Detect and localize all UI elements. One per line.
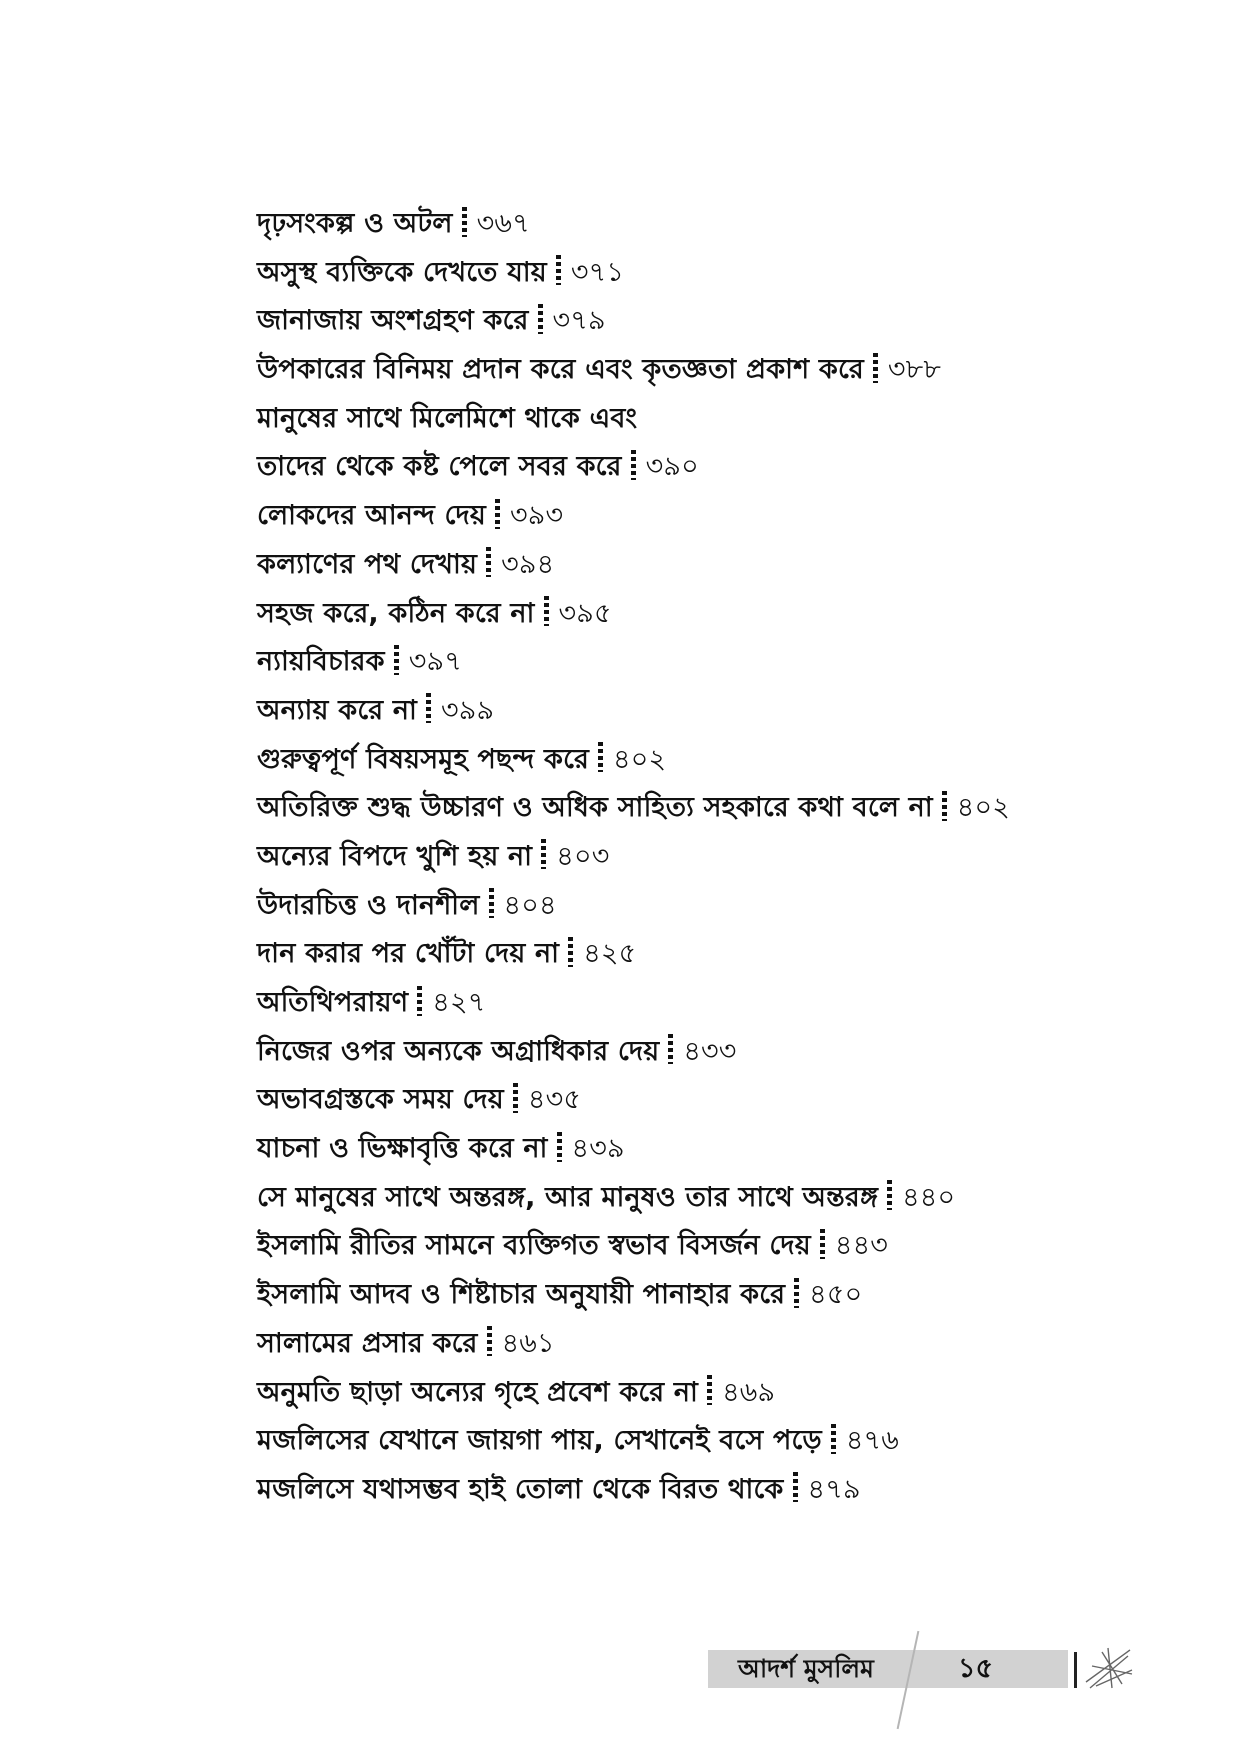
toc-entry-title: মানুষের সাথে মিলেমিশে থাকে এবং: [257, 402, 638, 434]
dotted-separator-icon: [538, 304, 543, 334]
toc-entry-page: ৩৬৭: [476, 208, 530, 239]
toc-entry: [257, 1466, 1157, 1515]
toc-entry-page: ৩৯৭: [408, 646, 463, 678]
toc-entry-page: ৩৯৯: [441, 694, 495, 726]
toc-entry: [257, 1125, 1157, 1174]
toc-entry-page: ৩৮৮: [887, 354, 942, 386]
dotted-separator-icon: [556, 255, 561, 285]
toc-entry-title: মজলিসে যথাসম্ভব হাই তোলা থেকে বিরত থাকে: [257, 1473, 784, 1505]
toc-entry: [257, 1271, 1157, 1320]
toc-entry-title: অভাবগ্রস্তকে সময় দেয়: [257, 1084, 504, 1116]
toc-entry-title: অনুমতি ছাড়া অন্যের গৃহে প্রবেশ করে না: [257, 1376, 699, 1408]
toc-entry-page: ৪৫০: [809, 1279, 863, 1311]
toc-entry: [257, 1174, 1157, 1223]
toc-entry-title: দৃঢ়সংকল্প ও অটল: [257, 208, 453, 239]
toc-entry-page: ৩৯০: [645, 451, 699, 483]
toc-entry: [257, 249, 1157, 298]
book-title: আদর্শ মুসলিম: [738, 1654, 874, 1683]
dotted-separator-icon: [887, 1180, 892, 1210]
toc-entry-page: ৪৩৩: [683, 1035, 737, 1067]
toc-entry-page: ৪০৩: [556, 840, 610, 872]
dotted-separator-icon: [487, 1326, 492, 1356]
toc-entry: [257, 882, 1157, 931]
toc-entry: [257, 930, 1157, 979]
toc-entry-title: কল্যাণের পথ দেখায়: [257, 548, 478, 580]
toc-entry: [257, 638, 1157, 687]
toc-entry: [257, 1076, 1157, 1125]
toc-entry: [257, 492, 1157, 541]
dotted-separator-icon: [631, 450, 636, 480]
toc-entry: [257, 736, 1157, 785]
toc-entry: [257, 1369, 1157, 1418]
toc-entry: [257, 833, 1157, 882]
toc-entry-page: ৪৬৯: [722, 1376, 776, 1408]
dotted-separator-icon: [426, 693, 431, 723]
toc-entry-title: মজলিসের যেখানে জায়গা পায়, সেখানেই বসে পড়ে: [257, 1425, 822, 1457]
toc-entry-title: দান করার পর খোঁটা দেয় না: [257, 938, 560, 970]
toc-entry: [257, 1028, 1157, 1077]
toc-entry: [257, 590, 1157, 639]
toc-entry: [257, 1417, 1157, 1466]
toc-entry-page: ৪২৭: [432, 987, 486, 1018]
dotted-separator-icon: [831, 1424, 836, 1454]
toc-entry: [257, 979, 1157, 1028]
toc-entry-page: ৪৭৬: [845, 1425, 900, 1457]
toc-entry: [257, 784, 1157, 833]
dotted-separator-icon: [394, 645, 399, 675]
toc-entry: [257, 1222, 1157, 1271]
toc-entry-title: তাদের থেকে কষ্ট পেলে সবর করে: [257, 451, 622, 483]
toc-entry-title: অন্যায় করে না: [257, 694, 417, 726]
toc-entry-page: ৩৯৪: [501, 548, 555, 580]
toc-entry-title: সহজ করে, কঠিন করে না: [257, 597, 535, 629]
dotted-separator-icon: [794, 1278, 799, 1308]
toc-entry-page: ৩৯৫: [558, 597, 612, 629]
toc-entry-title: সে মানুষের সাথে অন্তরঙ্গ, আর মানুষও তার সাথে অন্তরঙ্গ: [257, 1181, 879, 1213]
toc-entry-title: সালামের প্রসার করে: [257, 1327, 478, 1359]
toc-entry: [257, 541, 1157, 590]
toc-entry-title: লোকদের আনন্দ দেয়: [257, 500, 486, 532]
table-of-contents: [257, 200, 1157, 1515]
dotted-separator-icon: [568, 937, 573, 967]
toc-entry-title: জানাজায় অংশগ্রহণ করে: [257, 305, 529, 337]
toc-entry-title: অন্যের বিপদে খুশি হয় না: [257, 840, 533, 872]
toc-entry-title: অতিরিক্ত শুদ্ধ উচ্চারণ ও অধিক সাহিত্য সহকারে কথা বলে না: [257, 792, 933, 824]
toc-entry: [257, 443, 1157, 492]
dotted-separator-icon: [598, 742, 603, 772]
dotted-separator-icon: [820, 1229, 825, 1259]
toc-entry: [257, 297, 1157, 346]
toc-entry-title: অতিথিপরায়ণ: [257, 987, 409, 1018]
toc-entry-title: গুরুত্বপূর্ণ বিষয়সমূহ পছন্দ করে: [257, 743, 590, 775]
toc-entry-title: ইসলামি রীতির সামনে ব্যক্তিগত স্বভাব বিসর্জন দেয়: [257, 1230, 811, 1262]
toc-entry-page: ৩৯৩: [510, 500, 564, 532]
dotted-separator-icon: [557, 1132, 562, 1162]
dotted-separator-icon: [707, 1375, 712, 1405]
toc-entry-page: ৩৭৯: [552, 305, 606, 337]
toc-entry-title: যাচনা ও ভিক্ষাবৃত্তি করে না: [257, 1133, 548, 1165]
dotted-separator-icon: [793, 1472, 798, 1502]
toc-entry-page: ৪০২: [956, 792, 1011, 824]
toc-entry-title: ন্যায়বিচারক: [257, 646, 385, 678]
dotted-separator-icon: [417, 986, 422, 1016]
toc-entry-page: ৪৬১: [501, 1327, 555, 1359]
toc-entry: [257, 1320, 1157, 1369]
toc-entry: [257, 395, 1157, 444]
toc-entry-title: উদারচিত্ত ও দানশীল: [257, 889, 480, 921]
footer-divider-bar: [1074, 1652, 1077, 1688]
dotted-separator-icon: [544, 596, 549, 626]
dotted-separator-icon: [513, 1083, 518, 1113]
toc-entry-page: ৪০২: [613, 743, 667, 775]
page-footer: [0, 1630, 1240, 1740]
toc-entry-page: ৪০৪: [503, 889, 557, 921]
dotted-separator-icon: [668, 1034, 673, 1064]
toc-entry: [257, 346, 1157, 395]
toc-entry-title: উপকারের বিনিময় প্রদান করে এবং কৃতজ্ঞতা প্রকাশ করে: [257, 354, 864, 386]
toc-entry: [257, 687, 1157, 736]
toc-entry-title: নিজের ওপর অন্যকে অগ্রাধিকার দেয়: [257, 1035, 660, 1067]
toc-entry-page: ৪৪৩: [834, 1230, 889, 1262]
toc-entry-page: ৪২৫: [583, 938, 637, 970]
toc-entry-page: ৪৩৯: [571, 1133, 625, 1165]
toc-entry-page: ৪৩৫: [527, 1084, 582, 1116]
scribble-decoration-icon: [1082, 1644, 1134, 1690]
dotted-separator-icon: [541, 839, 546, 869]
toc-entry-page: ৩৭১: [570, 256, 625, 288]
dotted-separator-icon: [462, 207, 467, 237]
page-number: ১৫: [958, 1653, 994, 1684]
dotted-separator-icon: [489, 888, 494, 918]
toc-entry-title: অসুস্থ ব্যক্তিকে দেখতে যায়: [257, 256, 547, 288]
toc-entry: [257, 200, 1157, 249]
toc-entry-title: ইসলামি আদব ও শিষ্টাচার অনুযায়ী পানাহার করে: [257, 1279, 786, 1311]
dotted-separator-icon: [486, 547, 491, 577]
dotted-separator-icon: [495, 499, 500, 529]
toc-entry-page: ৪৭৯: [807, 1473, 861, 1505]
toc-entry-page: ৪৪০: [902, 1181, 956, 1213]
dotted-separator-icon: [873, 353, 878, 383]
dotted-separator-icon: [942, 791, 947, 821]
